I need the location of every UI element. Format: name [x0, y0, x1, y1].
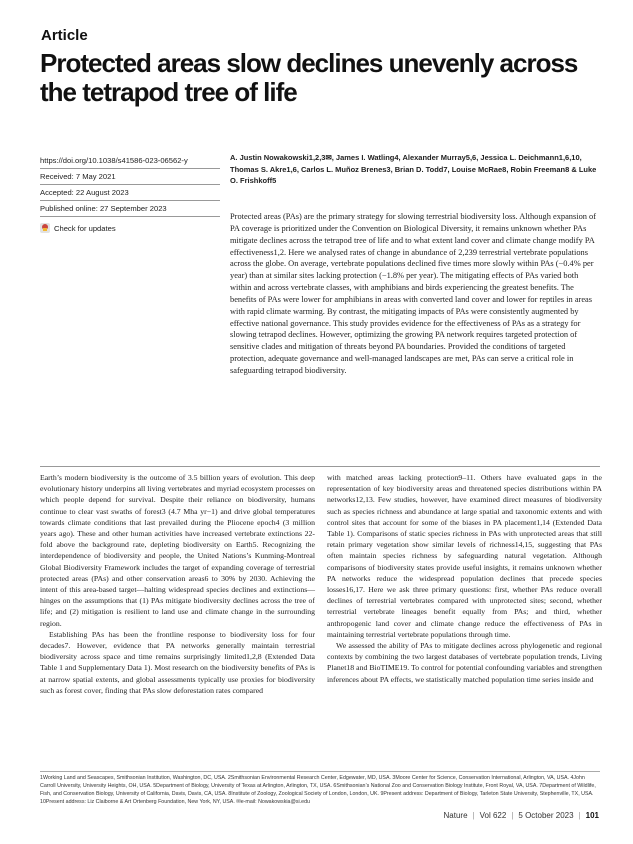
abstract: Protected areas (PAs) are the primary strategy for slowing terrestrial biodiversity loss. Although expansion of PA coverage is prioritized under the Convention on Biological Diversity, it remains unknown whether PAs mitigate declines across the tetrapod tree of life and to what extent land cover and climate change modify PA effectiveness1,2. Here we analysed rates of change in abundance of 2,239 terrestrial vertebrate populations across the globe. On average, vertebrate populations declined five times more slowly within PAs (−0.4% per year) than at similar sites lacking protection (−1.8% per year). The mitigating effects of PAs varied both within and across vertebrate classes, with amphibians and birds experiencing the greatest benefits. The benefits of PAs were lower for amphibians in areas with converted land cover and lower for reptiles in areas with rapid climate warming. By contrast, the mitigating impacts of PAs were consistently augmented by effective national governance. This study provides evidence for the effectiveness of PAs as a strategy for slowing tetrapod declines. However, optimizing the growing PA network requires targeted protection of sensitive clades and mitigation of threats beyond PA boundaries. Provided the conditions of targeted protection, adequate governance and well-managed landscapes are met, PAs can serve a critical role in safeguarding tetrapod biodiversity. — [230, 212, 597, 375]
journal-volume: Vol 622 — [479, 811, 507, 820]
footer-separator: | — [578, 811, 581, 820]
doi-link[interactable]: https://doi.org/10.1038/s41586-023-06562-y — [40, 156, 188, 165]
body-column-right — [327, 472, 602, 685]
body-paragraph: Establishing PAs has been the frontline response to biodiversity loss for four decades7. However, evidence that PA networks generally maintain terrestrial biodiversity across space and time remains surprisingly limited1,2,8 (Extended Data Table 1 and Supplementary Data 1). Most research on the biodiversity benefits of PAs is at narrow spatial extents, and global assessments typically use proxies for biodiversity such as forest cover, finding that PAs slow deforestation rates compared — [40, 629, 315, 695]
body-paragraph: Earth’s modern biodiversity is the outcome of 3.5 billion years of evolution. This deep evolutionary history underpins all living vertebrates and myriad ecosystem processes on which people depend for survival. Despite their reliance on biodiversity, humans continue to clear vast swaths of forest3 (4.7 Mha yr−1) and drive global temperatures towards climate conditions that last prevailed during the Pliocene epoch4 (3 million years ago). These and other human activities have increased vertebrate extinctions 22-fold above the background rate, depleting biodiversity on Earth5. Recognizing the interdependence of biodiversity and people, the United Nations’s Kunming-Montreal Global Biodiversity Framework includes the target of expanding coverage of terrestrial protected areas (PAs) and other conservation areas6 to 30% by 2030. Achieving the intent of this area-based target—halting widespread species declines and extinctions—hinges on the assumptions that (1) PAs mitigate biodiversity declines across the tree of life; and (2) mitigation is resilient to land use and climate change in the surrounding region. — [40, 473, 315, 628]
article-type-label: Article — [41, 27, 88, 44]
body-paragraph: We assessed the ability of PAs to mitigate declines across phylogenetic and regional contexts by combining the two largest databases of vertebrate population trends, Living Planet18 and BioTIME19. To control for potential confounding variables and strengthen inferences about PA effects, we statistically matched population time series inside and — [327, 641, 602, 684]
meta-divider — [40, 184, 220, 185]
affiliations-footnote: 1Working Land and Seascapes, Smithsonian Institution, Washington, DC, USA. 2Smithsonian Environmental Research Center, Edgewater, MD, USA. 3Moore Center for Science, Conservation International, Arlington, VA, USA. 4John Carroll University, University Heights, OH, USA. 5Department of Biology, University of Texas at Arlington, Arlington, TX, USA. 6Smithsonian’s National Zoo and Conservation Biology Institute, Front Royal, VA, USA. 7Department of Wildlife, Fish, and Conservation Biology, University of California, Davis, Davis, CA, USA. 8Institute of Zoology, Zoological Society of London, London, UK. 9Present address: Department of Biology, Tarleton State University, Stephenville, TX, USA. 10Present address: Liz Claiborne & Art Ortenberg Foundation, New York, NY, USA. ✉e-mail: Nowakowskia@si.edu — [40, 775, 596, 805]
check-for-updates-button[interactable] — [40, 223, 116, 233]
body-column-left — [40, 472, 315, 696]
check-for-updates-label: Check for updates — [54, 223, 116, 233]
body-paragraph: with matched areas lacking protection9–11. Others have evaluated gaps in the representation of key biodiversity areas and threatened species distributions within PA networks12,13. Few studies, however, have examined direct measures of biodiversity such as species richness and abundance at large spatial and taxonomic extents and with control sites that account for some of the biases in PA placement1,14 (Extended Data Table 1). Comparisons of static species richness in PAs with unprotected areas that still retain primary vegetation show similar levels of richness14,15, suggesting that PAs often maintain species richness by safeguarding natural vegetation. Although comparisons of biodiversity states provide useful insights, it remains unknown whether PA networks reduce the widespread population declines that precede species losses16,17. Here we ask three primary questions: first, whether PAs reduce overall declines of terrestrial vertebrates compared with unprotected sites; second, whether terrestrial vertebrate lineages benefit equally from PAs; and third, whether anthropogenic land cover and climate change reduce the effectiveness of PAs in maintaining terrestrial vertebrate populations through time. — [327, 473, 602, 639]
article-title: Protected areas slow declines unevenly across the tetrapod tree of life — [40, 48, 578, 107]
issue-date: 5 October 2023 — [518, 811, 574, 820]
author-list: A. Justin Nowakowski1,2,3✉, James I. Watling4, Alexander Murray5,6, Jessica L. Deichmann1,6,10, Thomas S. Akre1,6, Carlos L. Muñoz Brenes3, Brian D. Todd7, Louise McRae8, Robin Freeman8 & Luke O. Frishkoff5 — [230, 153, 597, 185]
page-footer — [444, 811, 599, 820]
footer-separator: | — [472, 811, 475, 820]
accepted-date: Accepted: 22 August 2023 — [40, 188, 129, 197]
footnote-divider — [40, 771, 600, 772]
footer-separator: | — [511, 811, 514, 820]
section-divider — [40, 466, 600, 467]
published-date: Published online: 27 September 2023 — [40, 204, 167, 213]
meta-divider — [40, 168, 220, 169]
check-for-updates-icon — [40, 223, 50, 233]
meta-divider — [40, 200, 220, 201]
journal-name: Nature — [443, 811, 468, 820]
received-date: Received: 7 May 2021 — [40, 172, 116, 181]
meta-divider — [40, 216, 220, 217]
page-number: 101 — [585, 811, 599, 820]
